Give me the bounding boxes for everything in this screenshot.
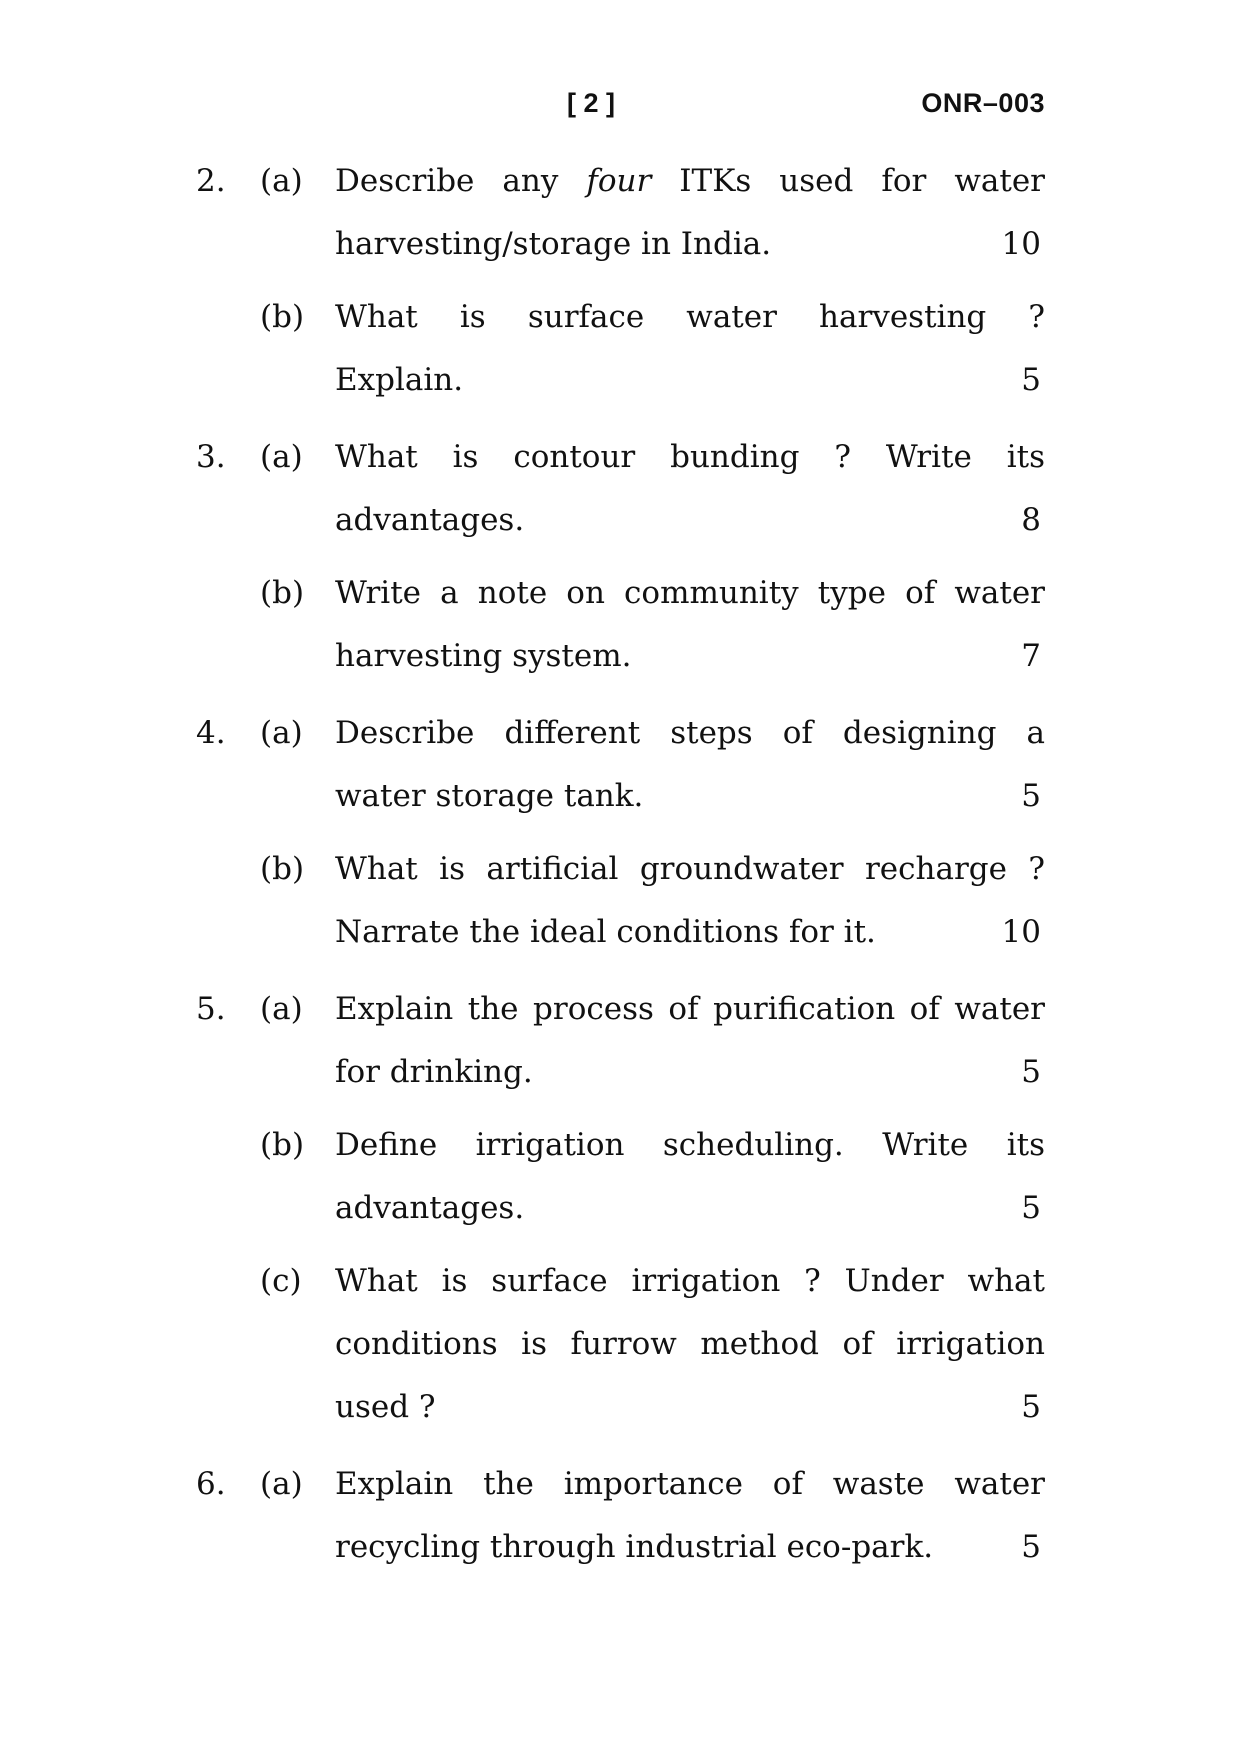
- question-line: What is surface water harvesting ?: [335, 299, 1045, 335]
- part-label: (a): [260, 991, 303, 1027]
- question-line-text: advantages.: [335, 1190, 525, 1226]
- question-5b: [196, 1114, 1045, 1240]
- question-line: Explain the process of purification of water: [335, 991, 1045, 1027]
- part-label: (a): [260, 163, 303, 199]
- page-header: [0, 88, 1241, 128]
- question-last-line: [335, 1376, 1045, 1439]
- question-last-line: [335, 1041, 1045, 1104]
- question-4a: [196, 702, 1045, 828]
- question-line: What is contour bunding ? Write its: [335, 439, 1045, 475]
- marks: 5: [1021, 778, 1041, 814]
- question-line-text: Explain.: [335, 362, 464, 398]
- part-label: (b): [260, 1127, 305, 1163]
- marks: 5: [1021, 1054, 1041, 1090]
- question-line: Describe different steps of designing a: [335, 715, 1045, 751]
- question-6a: [196, 1453, 1045, 1579]
- question-line-text: Narrate the ideal conditions for it.: [335, 914, 876, 950]
- question-line-text: water storage tank.: [335, 778, 644, 814]
- page-number: [ 2 ]: [567, 88, 616, 118]
- marks: 5: [1021, 1190, 1041, 1226]
- question-text: [335, 978, 1045, 1104]
- question-text: [335, 838, 1045, 964]
- question-line-text: harvesting/storage in India.: [335, 226, 772, 262]
- question-last-line: [335, 1177, 1045, 1240]
- question-line-text: advantages.: [335, 502, 525, 538]
- question-last-line: [335, 625, 1045, 688]
- question-text: [335, 1453, 1045, 1579]
- part-label: (b): [260, 575, 305, 611]
- part-label: (b): [260, 851, 305, 887]
- question-text: [335, 702, 1045, 828]
- question-line-text: used ?: [335, 1389, 436, 1425]
- question-3b: [196, 562, 1045, 688]
- marks: 10: [1001, 226, 1041, 262]
- question-line: conditions is furrow method of irrigation: [335, 1326, 1045, 1362]
- question-text: [335, 426, 1045, 552]
- marks: 8: [1021, 502, 1041, 538]
- text-fragment: Describe any: [335, 163, 587, 199]
- question-line: [335, 150, 1045, 213]
- marks: 10: [1001, 914, 1041, 950]
- part-label: (b): [260, 299, 305, 335]
- question-3: [196, 426, 1045, 688]
- question-4: [196, 702, 1045, 964]
- part-label: (a): [260, 1466, 303, 1502]
- question-number: 6.: [196, 1466, 226, 1502]
- marks: 5: [1021, 1389, 1041, 1425]
- question-line: Explain the importance of waste water: [335, 1466, 1045, 1502]
- question-5c: [196, 1250, 1045, 1439]
- part-label: (a): [260, 715, 303, 751]
- question-text: [335, 150, 1045, 276]
- question-text: [335, 1250, 1045, 1439]
- question-last-line: [335, 213, 1045, 276]
- question-5: [196, 978, 1045, 1439]
- question-6: [196, 1453, 1045, 1579]
- question-last-line: [335, 765, 1045, 828]
- question-line-text: recycling through industrial eco-park.: [335, 1529, 934, 1565]
- question-2b: [196, 286, 1045, 412]
- question-number: 5.: [196, 991, 226, 1027]
- question-5a: [196, 978, 1045, 1104]
- question-line-text: for drinking.: [335, 1054, 533, 1090]
- question-text: [335, 1114, 1045, 1240]
- question-line: Write a note on community type of water: [335, 575, 1045, 611]
- question-line: What is artificial groundwater recharge ?: [335, 851, 1045, 887]
- question-text: [335, 286, 1045, 412]
- question-2: [196, 150, 1045, 412]
- question-last-line: [335, 349, 1045, 412]
- question-list: [196, 150, 1045, 1593]
- question-last-line: [335, 489, 1045, 552]
- marks: 7: [1021, 638, 1041, 674]
- marks: 5: [1021, 1529, 1041, 1565]
- question-number: 4.: [196, 715, 226, 751]
- question-text: [335, 562, 1045, 688]
- marks: 5: [1021, 362, 1041, 398]
- question-line: Define irrigation scheduling. Write its: [335, 1127, 1045, 1163]
- question-number: 2.: [196, 163, 226, 199]
- part-label: (a): [260, 439, 303, 475]
- question-4b: [196, 838, 1045, 964]
- text-fragment: ITKs used for water: [651, 163, 1045, 199]
- question-number: 3.: [196, 439, 226, 475]
- question-last-line: [335, 901, 1045, 964]
- question-2a: [196, 150, 1045, 276]
- question-3a: [196, 426, 1045, 552]
- question-line-text: harvesting system.: [335, 638, 632, 674]
- paper-code: ONR–003: [921, 88, 1045, 118]
- emphasis-text: four: [586, 163, 652, 199]
- question-line: What is surface irrigation ? Under what: [335, 1263, 1045, 1299]
- part-label: (c): [260, 1263, 302, 1299]
- question-last-line: [335, 1516, 1045, 1579]
